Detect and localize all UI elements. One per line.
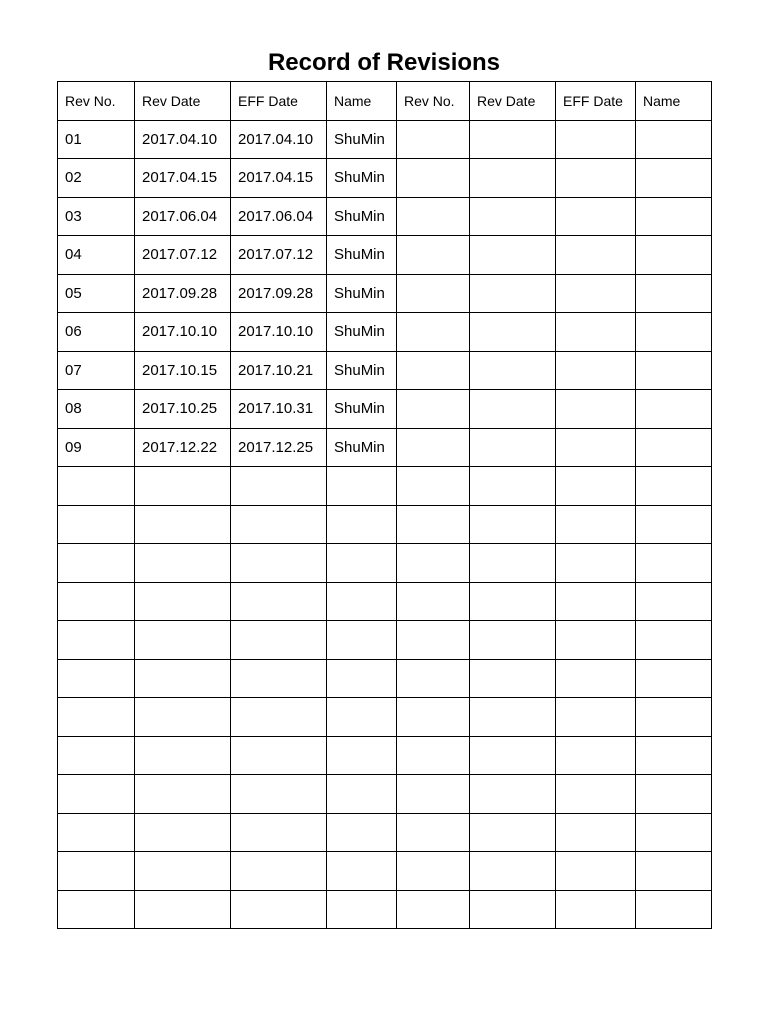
header-rev-date-2: Rev Date xyxy=(470,82,556,121)
eff-date-cell xyxy=(231,582,327,621)
rev-date-cell-2 xyxy=(470,159,556,198)
name-cell-2 xyxy=(636,159,712,198)
name-cell-2 xyxy=(636,197,712,236)
rev-date-cell: 2017.06.04 xyxy=(135,197,231,236)
eff-date-cell-2 xyxy=(556,582,636,621)
name-cell-2 xyxy=(636,621,712,660)
table-row xyxy=(58,159,712,198)
name-cell: ShuMin xyxy=(327,428,397,467)
rev-date-cell-2 xyxy=(470,236,556,275)
rev-date-cell xyxy=(135,736,231,775)
rev-no-cell xyxy=(58,467,135,506)
eff-date-cell-2 xyxy=(556,236,636,275)
name-cell-2 xyxy=(636,544,712,583)
rev-date-cell-2 xyxy=(470,351,556,390)
name-cell-2 xyxy=(636,698,712,737)
name-cell xyxy=(327,582,397,621)
rev-date-cell-2 xyxy=(470,544,556,583)
name-cell: ShuMin xyxy=(327,159,397,198)
rev-date-cell-2 xyxy=(470,736,556,775)
eff-date-cell-2 xyxy=(556,698,636,737)
name-cell-2 xyxy=(636,505,712,544)
name-cell xyxy=(327,467,397,506)
rev-no-cell-2 xyxy=(397,544,470,583)
rev-no-cell-2 xyxy=(397,659,470,698)
rev-date-cell-2 xyxy=(470,313,556,352)
name-cell xyxy=(327,813,397,852)
rev-date-cell xyxy=(135,582,231,621)
name-cell-2 xyxy=(636,775,712,814)
table-row xyxy=(58,390,712,429)
eff-date-cell xyxy=(231,544,327,583)
table-row xyxy=(58,428,712,467)
header-eff-date: EFF Date xyxy=(231,82,327,121)
eff-date-cell xyxy=(231,698,327,737)
header-eff-date-2: EFF Date xyxy=(556,82,636,121)
rev-no-cell-2 xyxy=(397,274,470,313)
name-cell xyxy=(327,544,397,583)
rev-no-cell-2 xyxy=(397,120,470,159)
header-name: Name xyxy=(327,82,397,121)
eff-date-cell xyxy=(231,621,327,660)
rev-no-cell-2 xyxy=(397,313,470,352)
rev-no-cell-2 xyxy=(397,813,470,852)
name-cell-2 xyxy=(636,582,712,621)
name-cell-2 xyxy=(636,120,712,159)
document-title: Record of Revisions xyxy=(267,49,501,76)
rev-no-cell-2 xyxy=(397,428,470,467)
rev-date-cell: 2017.04.15 xyxy=(135,159,231,198)
eff-date-cell: 2017.04.15 xyxy=(231,159,327,198)
rev-date-cell xyxy=(135,659,231,698)
rev-date-cell: 2017.10.15 xyxy=(135,351,231,390)
eff-date-cell: 2017.12.25 xyxy=(231,428,327,467)
name-cell-2 xyxy=(636,467,712,506)
table-row xyxy=(58,197,712,236)
rev-no-cell xyxy=(58,659,135,698)
rev-date-cell: 2017.12.22 xyxy=(135,428,231,467)
rev-no-cell xyxy=(58,505,135,544)
table-row xyxy=(58,313,712,352)
eff-date-cell xyxy=(231,505,327,544)
rev-date-cell-2 xyxy=(470,775,556,814)
eff-date-cell xyxy=(231,467,327,506)
rev-no-cell-2 xyxy=(397,197,470,236)
eff-date-cell-2 xyxy=(556,736,636,775)
header-rev-date: Rev Date xyxy=(135,82,231,121)
name-cell: ShuMin xyxy=(327,120,397,159)
header-name-2: Name xyxy=(636,82,712,121)
rev-date-cell-2 xyxy=(470,505,556,544)
eff-date-cell: 2017.04.10 xyxy=(231,120,327,159)
eff-date-cell-2 xyxy=(556,621,636,660)
rev-date-cell-2 xyxy=(470,197,556,236)
name-cell xyxy=(327,736,397,775)
name-cell-2 xyxy=(636,236,712,275)
rev-no-cell xyxy=(58,544,135,583)
rev-no-cell: 08 xyxy=(58,390,135,429)
rev-date-cell xyxy=(135,467,231,506)
table-row xyxy=(58,582,712,621)
rev-no-cell xyxy=(58,582,135,621)
rev-no-cell: 04 xyxy=(58,236,135,275)
rev-no-cell: 09 xyxy=(58,428,135,467)
rev-no-cell xyxy=(58,736,135,775)
rev-date-cell-2 xyxy=(470,390,556,429)
name-cell xyxy=(327,890,397,929)
name-cell: ShuMin xyxy=(327,351,397,390)
eff-date-cell-2 xyxy=(556,467,636,506)
rev-no-cell: 03 xyxy=(58,197,135,236)
rev-no-cell-2 xyxy=(397,351,470,390)
name-cell: ShuMin xyxy=(327,390,397,429)
rev-date-cell-2 xyxy=(470,890,556,929)
eff-date-cell xyxy=(231,890,327,929)
eff-date-cell: 2017.07.12 xyxy=(231,236,327,275)
rev-date-cell xyxy=(135,852,231,891)
eff-date-cell-2 xyxy=(556,852,636,891)
eff-date-cell-2 xyxy=(556,120,636,159)
revisions-body xyxy=(58,120,712,929)
rev-no-cell: 06 xyxy=(58,313,135,352)
rev-no-cell-2 xyxy=(397,621,470,660)
rev-no-cell: 07 xyxy=(58,351,135,390)
rev-no-cell-2 xyxy=(397,698,470,737)
rev-date-cell: 2017.10.10 xyxy=(135,313,231,352)
eff-date-cell-2 xyxy=(556,890,636,929)
eff-date-cell-2 xyxy=(556,351,636,390)
eff-date-cell xyxy=(231,736,327,775)
rev-date-cell-2 xyxy=(470,120,556,159)
rev-no-cell: 05 xyxy=(58,274,135,313)
rev-date-cell-2 xyxy=(470,274,556,313)
eff-date-cell: 2017.06.04 xyxy=(231,197,327,236)
rev-date-cell xyxy=(135,505,231,544)
rev-no-cell xyxy=(58,698,135,737)
name-cell: ShuMin xyxy=(327,313,397,352)
rev-no-cell: 01 xyxy=(58,120,135,159)
name-cell: ShuMin xyxy=(327,236,397,275)
table-row xyxy=(58,544,712,583)
rev-date-cell-2 xyxy=(470,659,556,698)
name-cell xyxy=(327,698,397,737)
rev-date-cell: 2017.07.12 xyxy=(135,236,231,275)
rev-no-cell-2 xyxy=(397,236,470,275)
eff-date-cell-2 xyxy=(556,813,636,852)
name-cell-2 xyxy=(636,736,712,775)
rev-date-cell: 2017.10.25 xyxy=(135,390,231,429)
table-row xyxy=(58,775,712,814)
rev-date-cell-2 xyxy=(470,428,556,467)
rev-no-cell xyxy=(58,852,135,891)
eff-date-cell: 2017.10.31 xyxy=(231,390,327,429)
name-cell-2 xyxy=(636,813,712,852)
eff-date-cell: 2017.09.28 xyxy=(231,274,327,313)
name-cell-2 xyxy=(636,313,712,352)
eff-date-cell: 2017.10.21 xyxy=(231,351,327,390)
rev-no-cell xyxy=(58,775,135,814)
rev-date-cell xyxy=(135,775,231,814)
table-row xyxy=(58,890,712,929)
table-row xyxy=(58,467,712,506)
rev-date-cell xyxy=(135,890,231,929)
rev-date-cell-2 xyxy=(470,621,556,660)
name-cell xyxy=(327,852,397,891)
table-header-row xyxy=(58,82,712,121)
eff-date-cell-2 xyxy=(556,159,636,198)
rev-date-cell-2 xyxy=(470,813,556,852)
table-row xyxy=(58,274,712,313)
table-row xyxy=(58,736,712,775)
eff-date-cell xyxy=(231,775,327,814)
rev-date-cell xyxy=(135,698,231,737)
eff-date-cell-2 xyxy=(556,659,636,698)
name-cell-2 xyxy=(636,890,712,929)
table-row xyxy=(58,236,712,275)
eff-date-cell-2 xyxy=(556,197,636,236)
eff-date-cell-2 xyxy=(556,313,636,352)
eff-date-cell xyxy=(231,813,327,852)
name-cell-2 xyxy=(636,428,712,467)
rev-no-cell-2 xyxy=(397,505,470,544)
eff-date-cell-2 xyxy=(556,274,636,313)
rev-no-cell xyxy=(58,621,135,660)
revisions-table xyxy=(57,81,712,929)
header-rev-no-2: Rev No. xyxy=(397,82,470,121)
eff-date-cell-2 xyxy=(556,505,636,544)
rev-no-cell-2 xyxy=(397,582,470,621)
eff-date-cell xyxy=(231,852,327,891)
table-row xyxy=(58,351,712,390)
rev-date-cell-2 xyxy=(470,698,556,737)
eff-date-cell-2 xyxy=(556,544,636,583)
name-cell-2 xyxy=(636,351,712,390)
table-row xyxy=(58,813,712,852)
rev-no-cell xyxy=(58,890,135,929)
table-row xyxy=(58,505,712,544)
name-cell xyxy=(327,775,397,814)
rev-date-cell-2 xyxy=(470,467,556,506)
eff-date-cell: 2017.10.10 xyxy=(231,313,327,352)
rev-date-cell: 2017.04.10 xyxy=(135,120,231,159)
rev-no-cell-2 xyxy=(397,852,470,891)
table-row xyxy=(58,621,712,660)
rev-no-cell: 02 xyxy=(58,159,135,198)
header-rev-no: Rev No. xyxy=(58,82,135,121)
name-cell: ShuMin xyxy=(327,197,397,236)
rev-date-cell xyxy=(135,544,231,583)
eff-date-cell-2 xyxy=(556,390,636,429)
rev-no-cell-2 xyxy=(397,390,470,429)
rev-no-cell-2 xyxy=(397,890,470,929)
rev-no-cell xyxy=(58,813,135,852)
table-row xyxy=(58,698,712,737)
name-cell-2 xyxy=(636,390,712,429)
rev-no-cell-2 xyxy=(397,159,470,198)
rev-date-cell-2 xyxy=(470,852,556,891)
rev-no-cell-2 xyxy=(397,736,470,775)
name-cell xyxy=(327,621,397,660)
rev-date-cell: 2017.09.28 xyxy=(135,274,231,313)
eff-date-cell-2 xyxy=(556,775,636,814)
name-cell-2 xyxy=(636,659,712,698)
rev-no-cell-2 xyxy=(397,775,470,814)
name-cell xyxy=(327,659,397,698)
name-cell-2 xyxy=(636,852,712,891)
eff-date-cell xyxy=(231,659,327,698)
name-cell: ShuMin xyxy=(327,274,397,313)
table-row xyxy=(58,852,712,891)
name-cell xyxy=(327,505,397,544)
rev-no-cell-2 xyxy=(397,467,470,506)
rev-date-cell xyxy=(135,621,231,660)
eff-date-cell-2 xyxy=(556,428,636,467)
rev-date-cell-2 xyxy=(470,582,556,621)
name-cell-2 xyxy=(636,274,712,313)
table-row xyxy=(58,120,712,159)
table-row xyxy=(58,659,712,698)
rev-date-cell xyxy=(135,813,231,852)
